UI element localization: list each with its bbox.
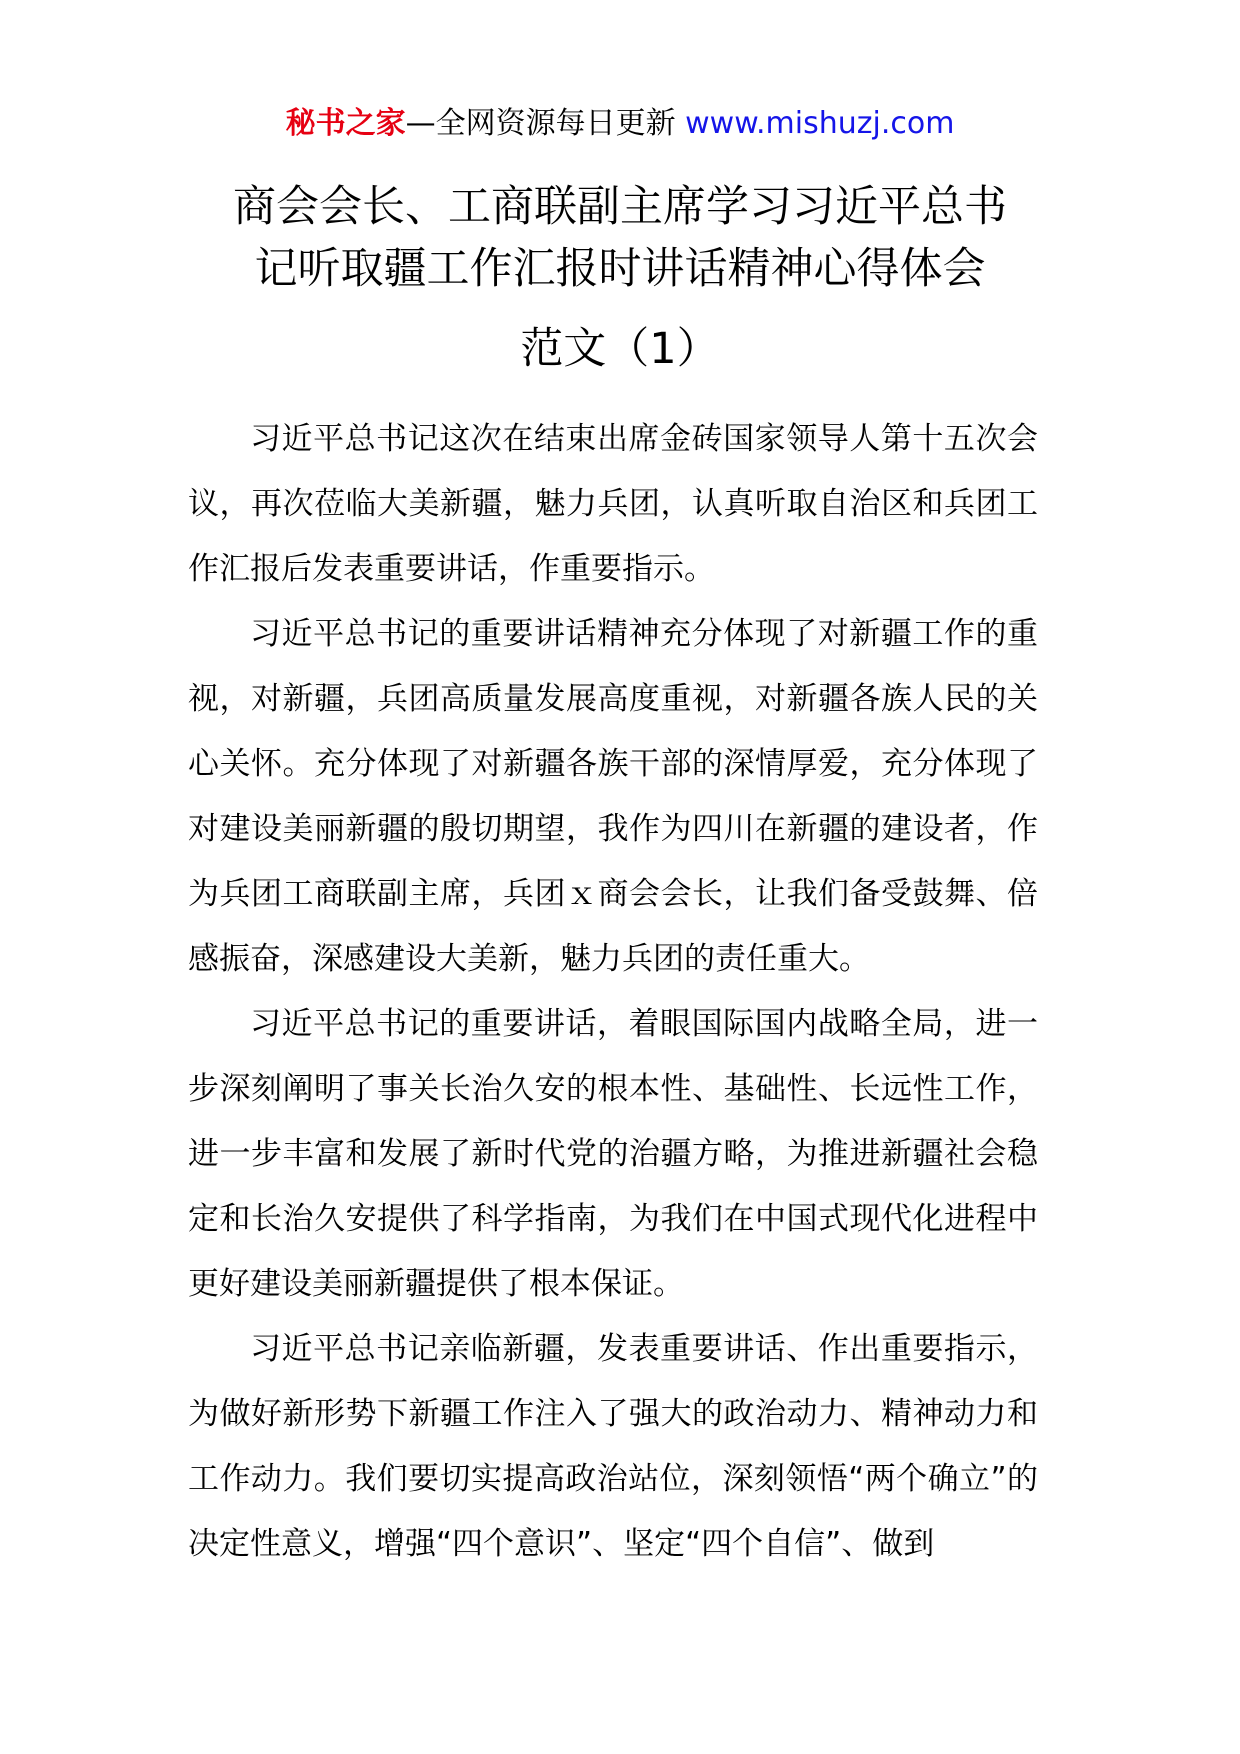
paragraph-2: 习近平总书记的重要讲话精神充分体现了对新疆工作的重视，对新疆，兵团高质量发展高度重视，对新疆各族人民的关心关怀。充分体现了对新疆各族干部的深情厚爱，充分体现了对建设美丽新疆的殷切期望，我作为四川在新疆的建设者，作为兵团工商联副主席，兵团ｘ商会会长，让我们备受鼓舞、倍感振奋，深感建设大美新，魅力兵团的责任重大。 — [188, 616, 1038, 977]
site-tagline: —全网资源每日更新 — [405, 106, 676, 141]
site-url-link[interactable]: www.mishuzj.com — [685, 106, 955, 141]
document-title — [150, 176, 1090, 380]
title-line-2: 记听取疆工作汇报时讲话精神心得体会 — [254, 244, 986, 294]
title-line-1: 商会会长、工商联副主席学习习近平总书 — [233, 182, 1007, 232]
paragraph-1: 习近平总书记这次在结束出席金砖国家领导人第十五次会议，再次莅临大美新疆，魅力兵团，认真听取自治区和兵团工作汇报后发表重要讲话，作重要指示。 — [188, 421, 1038, 587]
paragraph-3: 习近平总书记的重要讲话，着眼国际国内战略全局，进一步深刻阐明了事关长治久安的根本性、基础性、长远性工作，进一步丰富和发展了新时代党的治疆方略，为推进新疆社会稳定和长治久安提供了科学指南，为我们在中国式现代化进程中更好建设美丽新疆提供了根本保证。 — [188, 1006, 1038, 1302]
site-header — [0, 100, 1240, 148]
document-body — [188, 407, 1038, 1577]
title-line-3: 范文（1） — [520, 324, 720, 374]
paragraph-4: 习近平总书记亲临新疆，发表重要讲话、作出重要指示，为做好新形势下新疆工作注入了强大的政治动力、精神动力和工作动力。我们要切实提高政治站位，深刻领悟“两个确立”的决定性意义，增强“四个意识”、坚定“四个自信”、做到 — [188, 1331, 1038, 1562]
site-brand: 秘书之家 — [285, 106, 406, 141]
